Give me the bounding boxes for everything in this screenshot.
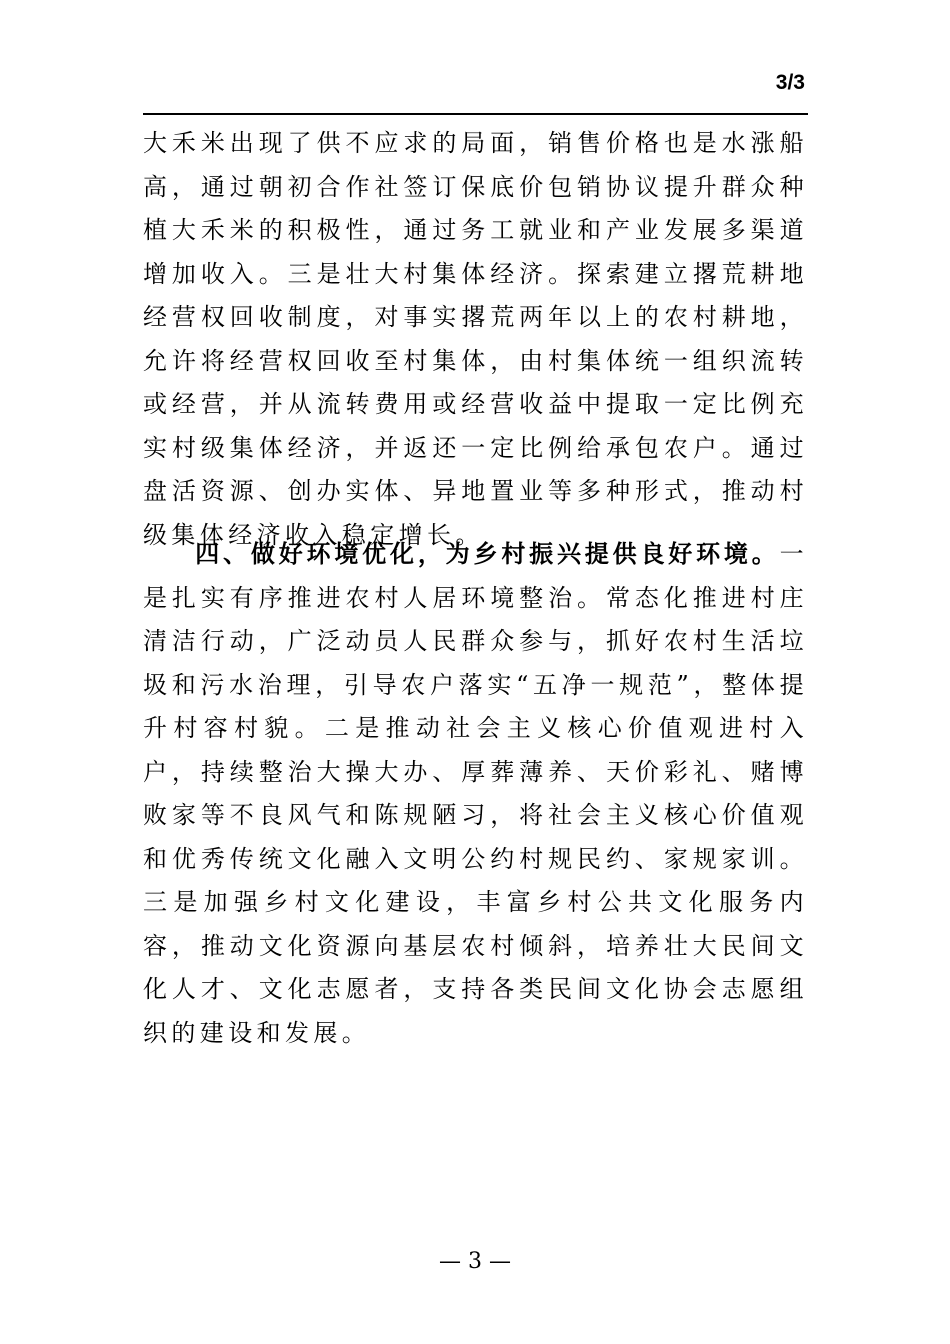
header-divider [143, 113, 808, 115]
header-page-indicator: 3/3 [775, 71, 805, 94]
section-paragraph [143, 533, 808, 1055]
footer-page-number: — 3 — [439, 1249, 511, 1274]
section-heading: 四、做好环境优化，为乡村振兴提供良好环境。 [195, 540, 780, 568]
section-body-text: 一是扎实有序推进农村人居环境整治。常态化推进村庄清洁行动，广泛动员人民群众参与，抓好农村生活垃圾和污水治理，引导农户落实“五净一规范”，整体提升村容村貌。二是推动社会主义核心价值观进村入户，持续整治大操大办、厚葬薄养、天价彩礼、赌博败家等不良风气和陈规陋习，将社会主义核心价值观和优秀传统文化融入文明公约村规民约、家规家训。三是加强乡村文化建设，丰富乡村公共文化服务内容，推动文化资源向基层农村倾斜，培养壮大民间文化人才、文化志愿者，支持各类民间文化协会志愿组织的建设和发展。 [143, 540, 808, 1047]
body-paragraph: 大禾米出现了供不应求的局面，销售价格也是水涨船高，通过朝初合作社签订保底价包销协议提升群众种植大禾米的积极性，通过务工就业和产业发展多渠道增加收入。三是壮大村集体经济。探索建立撂荒耕地经营权回收制度，对事实撂荒两年以上的农村耕地，允许将经营权回收至村集体，由村集体统一组织流转或经营，并从流转费用或经营收益中提取一定比例充实村级集体经济，并返还一定比例给承包农户。通过盘活资源、创办实体、异地置业等多种形式，推动村级集体经济收入稳定增长。 [143, 129, 808, 549]
